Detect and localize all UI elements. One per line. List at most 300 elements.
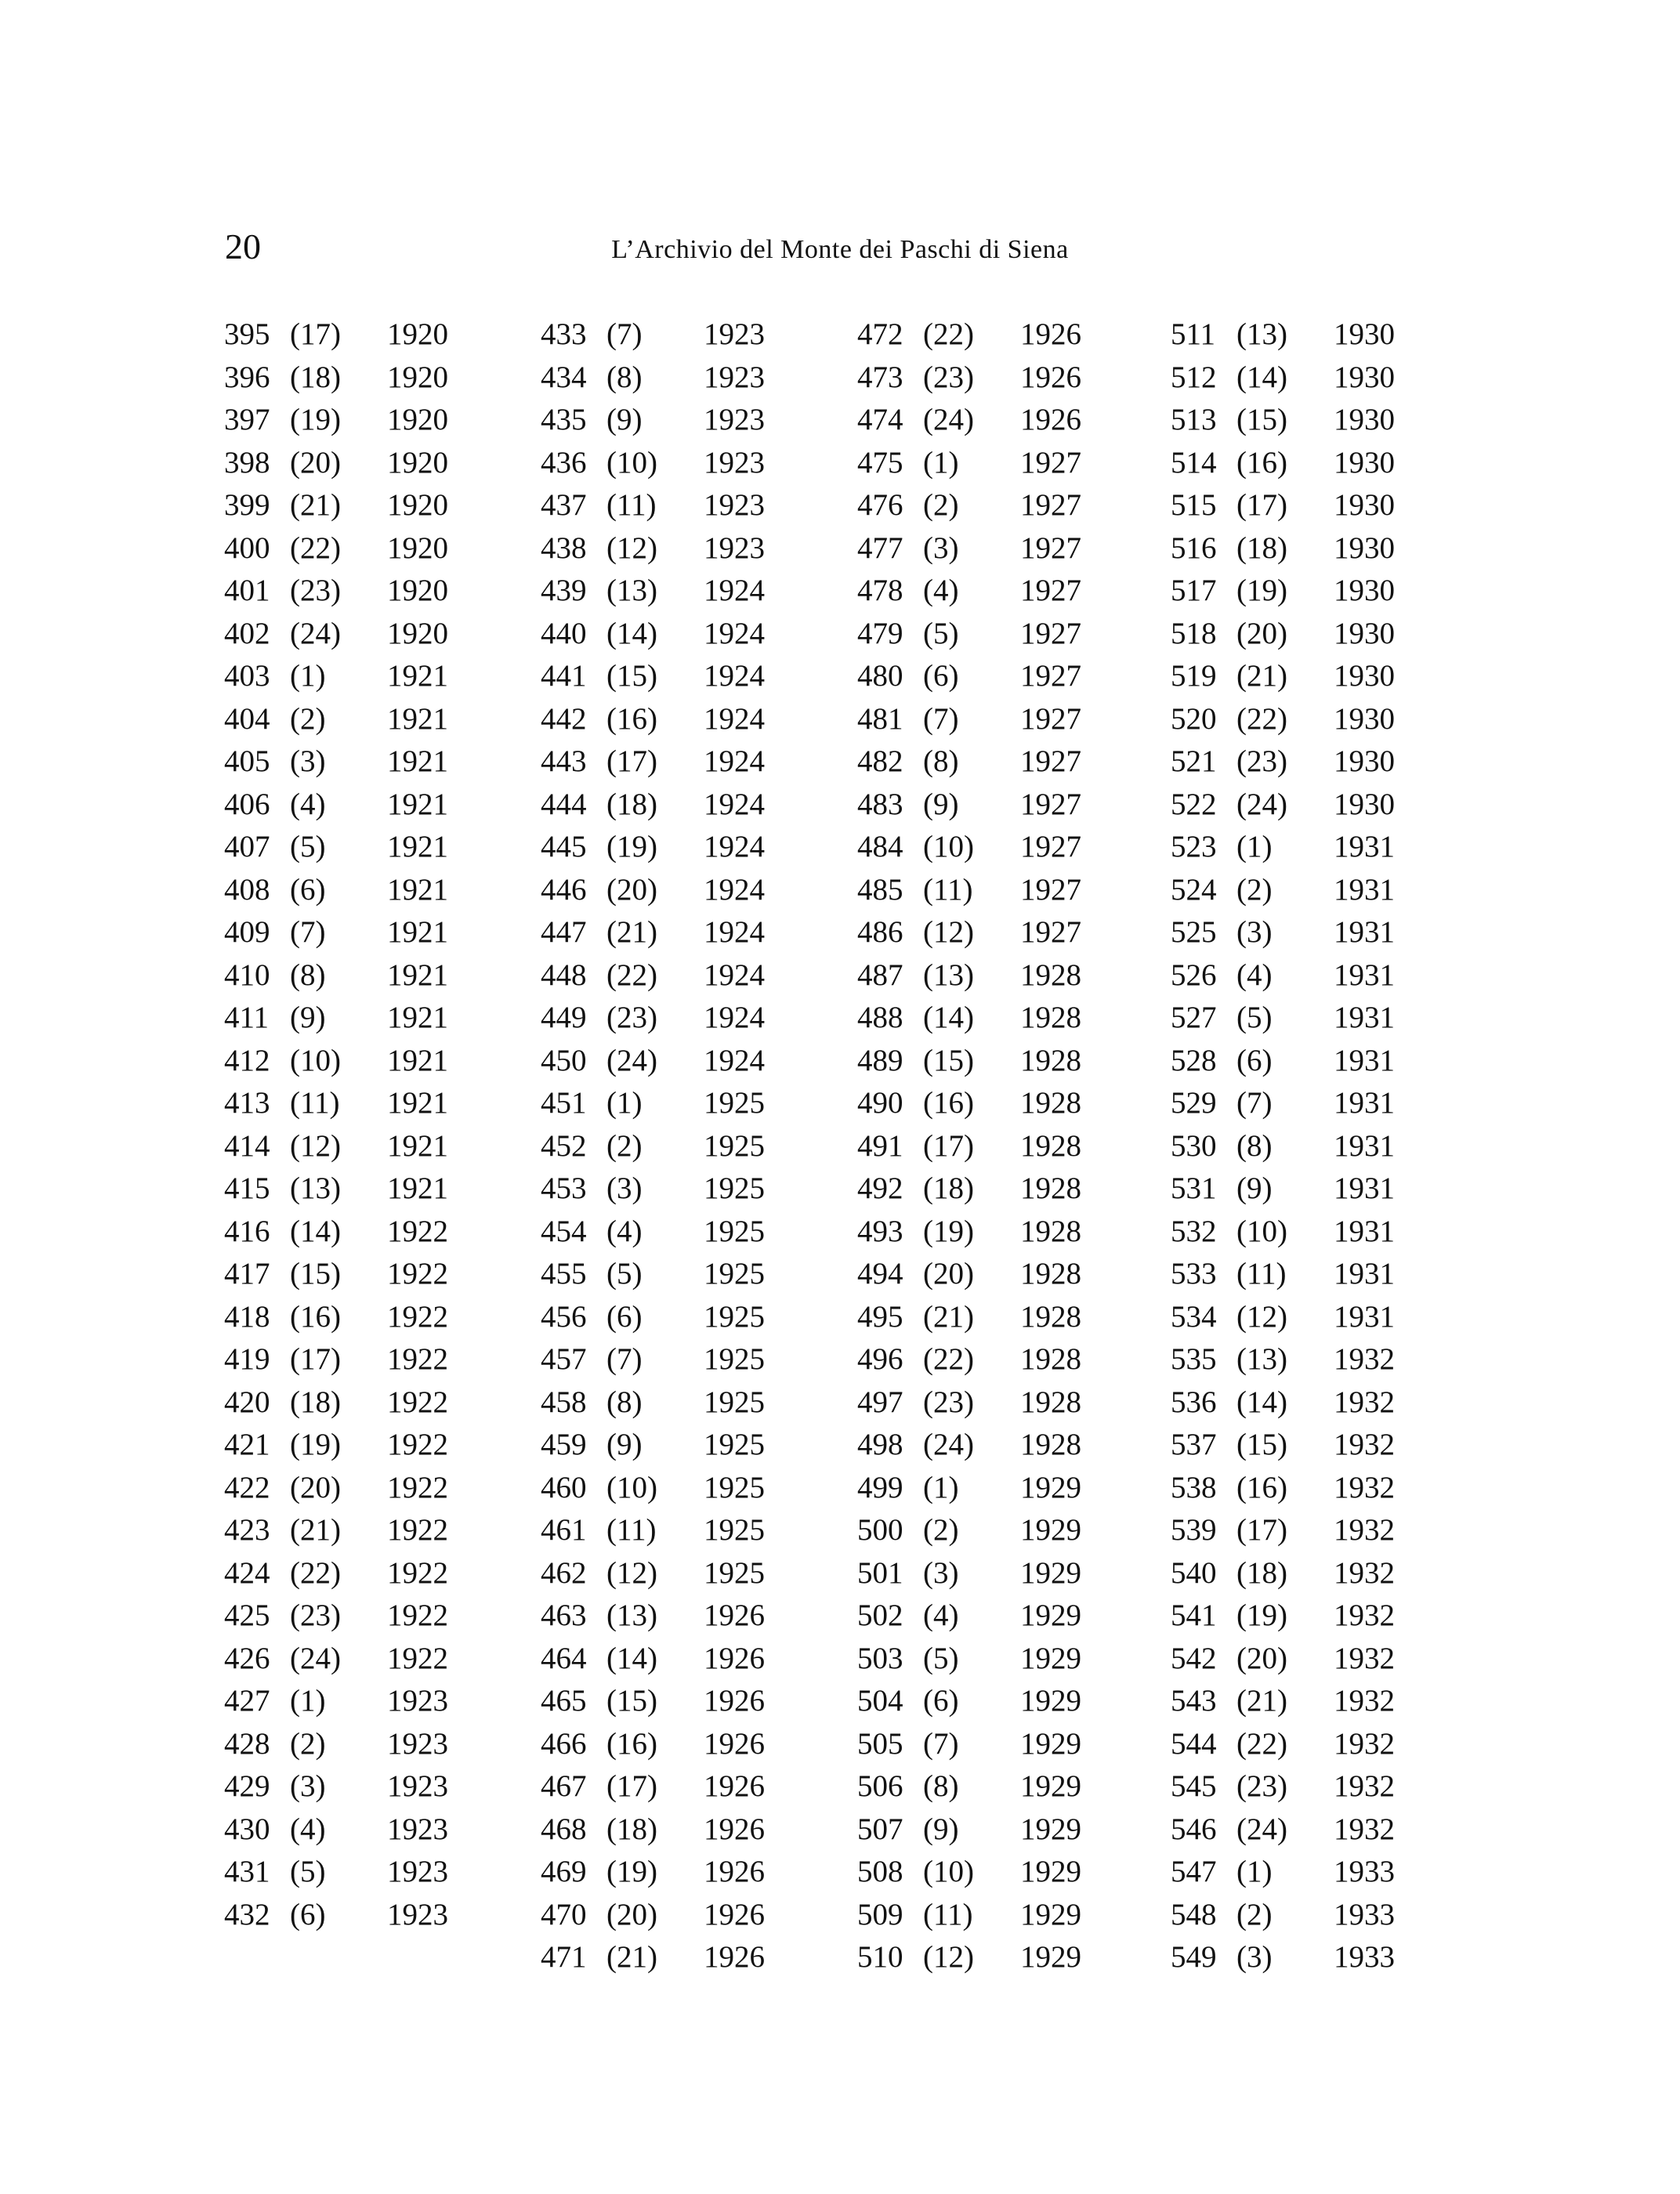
unit-number: 419 <box>224 1342 270 1376</box>
year: 1929 <box>1020 1641 1081 1675</box>
unit-number: 455 <box>541 1257 587 1291</box>
year: 1926 <box>704 1726 765 1761</box>
year: 1927 <box>1020 701 1081 736</box>
unit-number: 409 <box>224 915 270 949</box>
year: 1920 <box>387 360 448 394</box>
unit-number: 428 <box>224 1726 270 1761</box>
year: 1923 <box>387 1855 448 1888</box>
unit-number: 518 <box>1171 616 1217 650</box>
year: 1923 <box>704 360 765 394</box>
unit-number: 524 <box>1171 872 1217 907</box>
year: 1929 <box>1020 1726 1081 1761</box>
year: 1932 <box>1334 1726 1395 1761</box>
unit-number: 450 <box>541 1043 587 1077</box>
sequence-number: (24) <box>1236 1812 1287 1846</box>
sequence-number: (20) <box>290 445 341 480</box>
sequence-number: (4) <box>923 574 959 607</box>
sequence-number: (1) <box>290 659 326 693</box>
sequence-number: (2) <box>290 701 326 736</box>
year: 1923 <box>387 1812 448 1846</box>
year: 1930 <box>1334 701 1395 736</box>
unit-number: 497 <box>857 1385 903 1419</box>
sequence-number: (15) <box>1236 1428 1287 1461</box>
year: 1928 <box>1020 1128 1081 1163</box>
sequence-number: (3) <box>1236 915 1273 949</box>
year: 1931 <box>1334 1171 1395 1205</box>
unit-number: 547 <box>1171 1855 1217 1888</box>
year: 1928 <box>1020 1086 1081 1120</box>
year: 1931 <box>1334 830 1395 863</box>
year: 1924 <box>704 915 765 949</box>
sequence-number: (2) <box>290 1726 326 1761</box>
year: 1922 <box>387 1257 448 1291</box>
year: 1921 <box>387 744 448 778</box>
year: 1928 <box>1020 1428 1081 1461</box>
unit-number: 431 <box>224 1855 270 1888</box>
unit-number: 439 <box>541 574 587 607</box>
unit-number: 493 <box>857 1214 903 1248</box>
year: 1928 <box>1020 1257 1081 1291</box>
unit-number: 418 <box>224 1299 270 1334</box>
year: 1921 <box>387 915 448 949</box>
year: 1924 <box>704 659 765 693</box>
year: 1925 <box>704 1555 765 1590</box>
sequence-number: (23) <box>923 360 974 394</box>
unit-number: 427 <box>224 1684 270 1718</box>
unit-number: 473 <box>857 360 903 394</box>
unit-number: 483 <box>857 787 903 821</box>
unit-number: 463 <box>541 1598 587 1632</box>
unit-number: 488 <box>857 1001 903 1034</box>
unit-number: 447 <box>541 915 587 949</box>
unit-number: 510 <box>857 1940 903 1974</box>
sequence-number: (17) <box>290 1342 341 1376</box>
running-title: L’Archivio del Monte dei Paschi di Siena <box>611 235 1069 264</box>
unit-number: 400 <box>224 530 270 565</box>
year: 1927 <box>1020 445 1081 480</box>
unit-number: 541 <box>1171 1598 1217 1632</box>
sequence-number: (19) <box>606 1855 657 1888</box>
sequence-number: (5) <box>923 1641 959 1675</box>
sequence-number: (4) <box>290 787 326 821</box>
unit-number: 504 <box>857 1684 903 1718</box>
unit-number: 412 <box>224 1043 270 1077</box>
year: 1922 <box>387 1598 448 1632</box>
sequence-number: (1) <box>290 1684 326 1718</box>
unit-number: 401 <box>224 574 270 607</box>
sequence-number: (14) <box>1236 360 1287 394</box>
year: 1923 <box>704 488 765 522</box>
unit-number: 416 <box>224 1214 270 1248</box>
year: 1930 <box>1334 659 1395 693</box>
year: 1931 <box>1334 1299 1395 1334</box>
unit-number: 440 <box>541 616 587 650</box>
unit-number: 433 <box>541 317 587 351</box>
year: 1922 <box>387 1470 448 1504</box>
unit-number: 506 <box>857 1769 903 1803</box>
sequence-number: (23) <box>290 1598 341 1632</box>
year: 1930 <box>1334 616 1395 650</box>
sequence-number: (23) <box>1236 744 1287 778</box>
year: 1927 <box>1020 872 1081 907</box>
year: 1922 <box>387 1555 448 1590</box>
year: 1929 <box>1020 1897 1081 1932</box>
year: 1929 <box>1020 1555 1081 1590</box>
year: 1926 <box>1020 360 1081 394</box>
sequence-number: (16) <box>606 701 657 736</box>
sequence-number: (13) <box>290 1171 341 1205</box>
unit-number: 481 <box>857 701 903 736</box>
sequence-number: (18) <box>606 787 657 821</box>
unit-number: 443 <box>541 744 587 778</box>
sequence-number: (13) <box>923 958 974 992</box>
sequence-number: (19) <box>290 1428 341 1461</box>
sequence-number: (1) <box>606 1086 643 1120</box>
sequence-number: (10) <box>923 830 974 863</box>
year: 1922 <box>387 1214 448 1248</box>
sequence-number: (23) <box>1236 1769 1287 1803</box>
sequence-number: (3) <box>923 530 959 565</box>
year: 1928 <box>1020 958 1081 992</box>
sequence-number: (6) <box>923 659 959 693</box>
sequence-number: (1) <box>1236 830 1273 863</box>
sequence-number: (2) <box>606 1128 643 1163</box>
unit-number: 466 <box>541 1726 587 1761</box>
unit-number: 536 <box>1171 1385 1217 1419</box>
sequence-number: (13) <box>1236 1342 1287 1376</box>
unit-number: 528 <box>1171 1043 1217 1077</box>
sequence-number: (20) <box>1236 616 1287 650</box>
unit-number: 539 <box>1171 1513 1217 1547</box>
year: 1925 <box>704 1513 765 1547</box>
year: 1924 <box>704 744 765 778</box>
year: 1921 <box>387 659 448 693</box>
year: 1920 <box>387 616 448 650</box>
sequence-number: (3) <box>923 1555 959 1590</box>
unit-number: 405 <box>224 744 270 778</box>
unit-number: 410 <box>224 958 270 992</box>
year: 1932 <box>1334 1470 1395 1504</box>
unit-number: 517 <box>1171 574 1217 607</box>
sequence-number: (3) <box>290 744 326 778</box>
sequence-number: (22) <box>290 1555 341 1590</box>
year: 1929 <box>1020 1940 1081 1974</box>
year: 1928 <box>1020 1001 1081 1034</box>
unit-number: 413 <box>224 1086 270 1120</box>
unit-number: 396 <box>224 360 270 394</box>
year: 1930 <box>1334 488 1395 522</box>
unit-number: 542 <box>1171 1641 1217 1675</box>
sequence-number: (21) <box>290 1513 341 1547</box>
unit-number: 513 <box>1171 403 1217 436</box>
year: 1932 <box>1334 1342 1395 1376</box>
unit-number: 462 <box>541 1555 587 1590</box>
unit-number: 403 <box>224 659 270 693</box>
year: 1927 <box>1020 659 1081 693</box>
year: 1927 <box>1020 830 1081 863</box>
year: 1928 <box>1020 1043 1081 1077</box>
unit-number: 503 <box>857 1641 903 1675</box>
sequence-number: (16) <box>1236 445 1287 480</box>
year: 1923 <box>704 403 765 436</box>
sequence-number: (9) <box>606 1428 643 1461</box>
unit-number: 479 <box>857 616 903 650</box>
year: 1931 <box>1334 1043 1395 1077</box>
year: 1931 <box>1334 1001 1395 1034</box>
sequence-number: (19) <box>923 1214 974 1248</box>
unit-number: 430 <box>224 1812 270 1846</box>
year: 1926 <box>1020 403 1081 436</box>
sequence-number: (10) <box>1236 1214 1287 1248</box>
sequence-number: (18) <box>290 360 341 394</box>
unit-number: 527 <box>1171 1001 1217 1034</box>
sequence-number: (2) <box>1236 1897 1273 1932</box>
sequence-number: (2) <box>1236 872 1273 907</box>
sequence-number: (9) <box>1236 1171 1273 1205</box>
unit-number: 470 <box>541 1897 587 1932</box>
year: 1929 <box>1020 1684 1081 1718</box>
sequence-number: (9) <box>606 403 643 436</box>
sequence-number: (11) <box>923 872 973 907</box>
unit-number: 421 <box>224 1428 270 1461</box>
unit-number: 441 <box>541 659 587 693</box>
unit-number: 414 <box>224 1128 270 1163</box>
unit-number: 446 <box>541 872 587 907</box>
year: 1924 <box>704 701 765 736</box>
year: 1932 <box>1334 1385 1395 1419</box>
page-number: 20 <box>225 226 261 266</box>
unit-number: 451 <box>541 1086 587 1120</box>
year: 1922 <box>387 1428 448 1461</box>
year: 1930 <box>1334 317 1395 351</box>
sequence-number: (10) <box>606 445 657 480</box>
sequence-number: (8) <box>923 1769 959 1803</box>
year: 1920 <box>387 488 448 522</box>
year: 1925 <box>704 1128 765 1163</box>
year: 1925 <box>704 1428 765 1461</box>
unit-number: 537 <box>1171 1428 1217 1461</box>
sequence-number: (7) <box>923 701 959 736</box>
year: 1929 <box>1020 1598 1081 1632</box>
sequence-number: (7) <box>606 317 643 351</box>
sequence-number: (9) <box>290 1001 326 1034</box>
unit-number: 461 <box>541 1513 587 1547</box>
sequence-number: (24) <box>923 403 974 436</box>
unit-number: 464 <box>541 1641 587 1675</box>
year: 1933 <box>1334 1940 1395 1974</box>
sequence-number: (20) <box>290 1470 341 1504</box>
year: 1932 <box>1334 1598 1395 1632</box>
sequence-number: (24) <box>290 616 341 650</box>
unit-number: 422 <box>224 1470 270 1504</box>
unit-number: 515 <box>1171 488 1217 522</box>
unit-number: 404 <box>224 701 270 736</box>
sequence-number: (6) <box>1236 1043 1273 1077</box>
sequence-number: (16) <box>606 1726 657 1761</box>
sequence-number: (21) <box>606 915 657 949</box>
sequence-number: (10) <box>923 1855 974 1888</box>
unit-number: 453 <box>541 1171 587 1205</box>
sequence-number: (8) <box>290 958 326 992</box>
year: 1926 <box>704 1684 765 1718</box>
unit-number: 545 <box>1171 1769 1217 1803</box>
sequence-number: (24) <box>1236 787 1287 821</box>
year: 1921 <box>387 830 448 863</box>
sequence-number: (4) <box>290 1812 326 1846</box>
sequence-number: (8) <box>1236 1128 1273 1163</box>
sequence-number: (13) <box>606 574 657 607</box>
year: 1926 <box>704 1855 765 1888</box>
year: 1921 <box>387 872 448 907</box>
year: 1921 <box>387 1171 448 1205</box>
sequence-number: (15) <box>1236 403 1287 436</box>
unit-number: 395 <box>224 317 270 351</box>
unit-number: 417 <box>224 1257 270 1291</box>
unit-number: 484 <box>857 830 903 863</box>
unit-number: 458 <box>541 1385 587 1419</box>
unit-number: 402 <box>224 616 270 650</box>
year: 1920 <box>387 530 448 565</box>
year: 1923 <box>387 1769 448 1803</box>
year: 1931 <box>1334 915 1395 949</box>
sequence-number: (7) <box>290 915 326 949</box>
year: 1927 <box>1020 574 1081 607</box>
sequence-number: (8) <box>923 744 959 778</box>
unit-number: 525 <box>1171 915 1217 949</box>
year: 1925 <box>704 1342 765 1376</box>
unit-number: 469 <box>541 1855 587 1888</box>
year: 1925 <box>704 1086 765 1120</box>
sequence-number: (18) <box>290 1385 341 1419</box>
unit-number: 456 <box>541 1299 587 1334</box>
unit-number: 485 <box>857 872 903 907</box>
unit-number: 407 <box>224 830 270 863</box>
sequence-number: (5) <box>290 1855 326 1888</box>
unit-number: 398 <box>224 445 270 480</box>
unit-number: 415 <box>224 1171 270 1205</box>
unit-number: 502 <box>857 1598 903 1632</box>
unit-number: 487 <box>857 958 903 992</box>
year: 1927 <box>1020 915 1081 949</box>
year: 1929 <box>1020 1470 1081 1504</box>
sequence-number: (11) <box>606 488 657 522</box>
sequence-number: (3) <box>290 1769 326 1803</box>
sequence-number: (6) <box>923 1684 959 1718</box>
year: 1924 <box>704 830 765 863</box>
sequence-number: (11) <box>606 1513 657 1547</box>
sequence-number: (6) <box>290 872 326 907</box>
year: 1924 <box>704 1001 765 1034</box>
year: 1925 <box>704 1299 765 1334</box>
unit-number: 496 <box>857 1342 903 1376</box>
sequence-number: (2) <box>923 488 959 522</box>
sequence-number: (14) <box>923 1001 974 1034</box>
sequence-number: (22) <box>923 1342 974 1376</box>
unit-number: 495 <box>857 1299 903 1334</box>
unit-number: 474 <box>857 403 903 436</box>
year: 1930 <box>1334 574 1395 607</box>
sequence-number: (22) <box>923 317 974 351</box>
year: 1923 <box>704 317 765 351</box>
year: 1932 <box>1334 1641 1395 1675</box>
unit-number: 516 <box>1171 530 1217 565</box>
sequence-number: (19) <box>290 403 341 436</box>
unit-number: 546 <box>1171 1812 1217 1846</box>
year: 1927 <box>1020 744 1081 778</box>
sequence-number: (13) <box>1236 317 1287 351</box>
sequence-number: (2) <box>923 1513 959 1547</box>
year: 1929 <box>1020 1812 1081 1846</box>
year: 1927 <box>1020 530 1081 565</box>
unit-number: 420 <box>224 1385 270 1419</box>
unit-number: 471 <box>541 1940 587 1974</box>
sequence-number: (17) <box>1236 1513 1287 1547</box>
year: 1924 <box>704 787 765 821</box>
unit-number: 486 <box>857 915 903 949</box>
year: 1930 <box>1334 744 1395 778</box>
sequence-number: (24) <box>606 1043 657 1077</box>
sequence-number: (12) <box>606 1555 657 1590</box>
sequence-number: (20) <box>1236 1641 1287 1675</box>
unit-number: 529 <box>1171 1086 1217 1120</box>
sequence-number: (7) <box>1236 1086 1273 1120</box>
unit-number: 435 <box>541 403 587 436</box>
sequence-number: (17) <box>606 744 657 778</box>
sequence-number: (1) <box>923 1470 959 1504</box>
unit-number: 432 <box>224 1897 270 1932</box>
year: 1927 <box>1020 787 1081 821</box>
sequence-number: (21) <box>1236 659 1287 693</box>
year: 1921 <box>387 1043 448 1077</box>
year: 1923 <box>387 1726 448 1761</box>
unit-number: 533 <box>1171 1257 1217 1291</box>
year: 1925 <box>704 1470 765 1504</box>
year: 1932 <box>1334 1513 1395 1547</box>
unit-number: 408 <box>224 872 270 907</box>
year: 1926 <box>704 1641 765 1675</box>
sequence-number: (13) <box>606 1598 657 1632</box>
year: 1923 <box>704 530 765 565</box>
sequence-number: (11) <box>923 1897 973 1932</box>
sequence-number: (7) <box>923 1726 959 1761</box>
year: 1927 <box>1020 488 1081 522</box>
year: 1930 <box>1334 787 1395 821</box>
year: 1924 <box>704 616 765 650</box>
year: 1929 <box>1020 1769 1081 1803</box>
year: 1931 <box>1334 872 1395 907</box>
unit-number: 482 <box>857 744 903 778</box>
unit-number: 448 <box>541 958 587 992</box>
year: 1922 <box>387 1299 448 1334</box>
sequence-number: (1) <box>1236 1855 1273 1888</box>
sequence-number: (18) <box>1236 530 1287 565</box>
sequence-number: (12) <box>923 1940 974 1974</box>
unit-number: 531 <box>1171 1171 1217 1205</box>
sequence-number: (21) <box>923 1299 974 1334</box>
year: 1931 <box>1334 1214 1395 1248</box>
year: 1926 <box>1020 317 1081 351</box>
unit-number: 522 <box>1171 787 1217 821</box>
sequence-number: (20) <box>606 872 657 907</box>
unit-number: 434 <box>541 360 587 394</box>
unit-number: 436 <box>541 445 587 480</box>
unit-number: 460 <box>541 1470 587 1504</box>
unit-number: 490 <box>857 1086 903 1120</box>
unit-number: 498 <box>857 1428 903 1461</box>
sequence-number: (19) <box>606 830 657 863</box>
year: 1931 <box>1334 1128 1395 1163</box>
year: 1932 <box>1334 1428 1395 1461</box>
